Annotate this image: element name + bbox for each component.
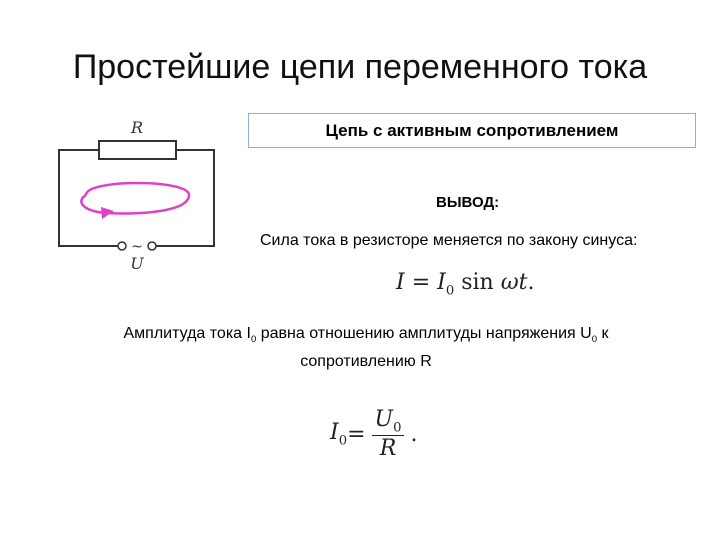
- formula-amp-sub: 0: [445, 283, 455, 299]
- formula2-lhs: $I_0$: [330, 420, 348, 449]
- formula-eq: =: [404, 270, 438, 295]
- resistor: [99, 141, 176, 159]
- resistor-label: R: [130, 118, 144, 137]
- current-arrow: [81, 183, 189, 213]
- terminal-right: [148, 242, 156, 250]
- amplitude-text: Амплитуда тока $I_0$ равна отношению амплитуды напряжения $U_0$ к сопротивлению R: [123, 325, 609, 371]
- terminal-left: [118, 242, 126, 250]
- heading-box: [248, 113, 696, 148]
- formula2-denominator: R: [379, 436, 397, 462]
- ac-symbol: ~: [131, 239, 143, 255]
- formula2-numerator: $U_0$: [372, 407, 405, 436]
- source-label: U: [130, 254, 144, 273]
- formula-fn: sin: [454, 270, 501, 295]
- circuit-diagram: [54, 115, 224, 275]
- formula-tail: .: [527, 270, 535, 295]
- formula2-fraction: [372, 407, 405, 461]
- formula2-eq: =: [347, 421, 366, 447]
- circuit-wire: [59, 150, 118, 246]
- conclusion-label: ВЫВОД:: [436, 194, 500, 211]
- formula2-tail: .: [410, 421, 418, 447]
- formula-amp: I: [437, 270, 446, 295]
- circuit-wire-right: [156, 150, 214, 246]
- formula-current: [396, 270, 534, 298]
- slide-title: Простейшие цепи переменного тока: [72, 48, 648, 86]
- current-law-text: Сила тока в резисторе меняется по закону синуса:: [260, 232, 638, 249]
- formula-arg: ωt: [500, 270, 528, 295]
- heading-text: Цепь с активным сопротивлением: [325, 120, 619, 140]
- formula-lhs: I: [396, 270, 405, 295]
- formula-amplitude: [330, 407, 417, 461]
